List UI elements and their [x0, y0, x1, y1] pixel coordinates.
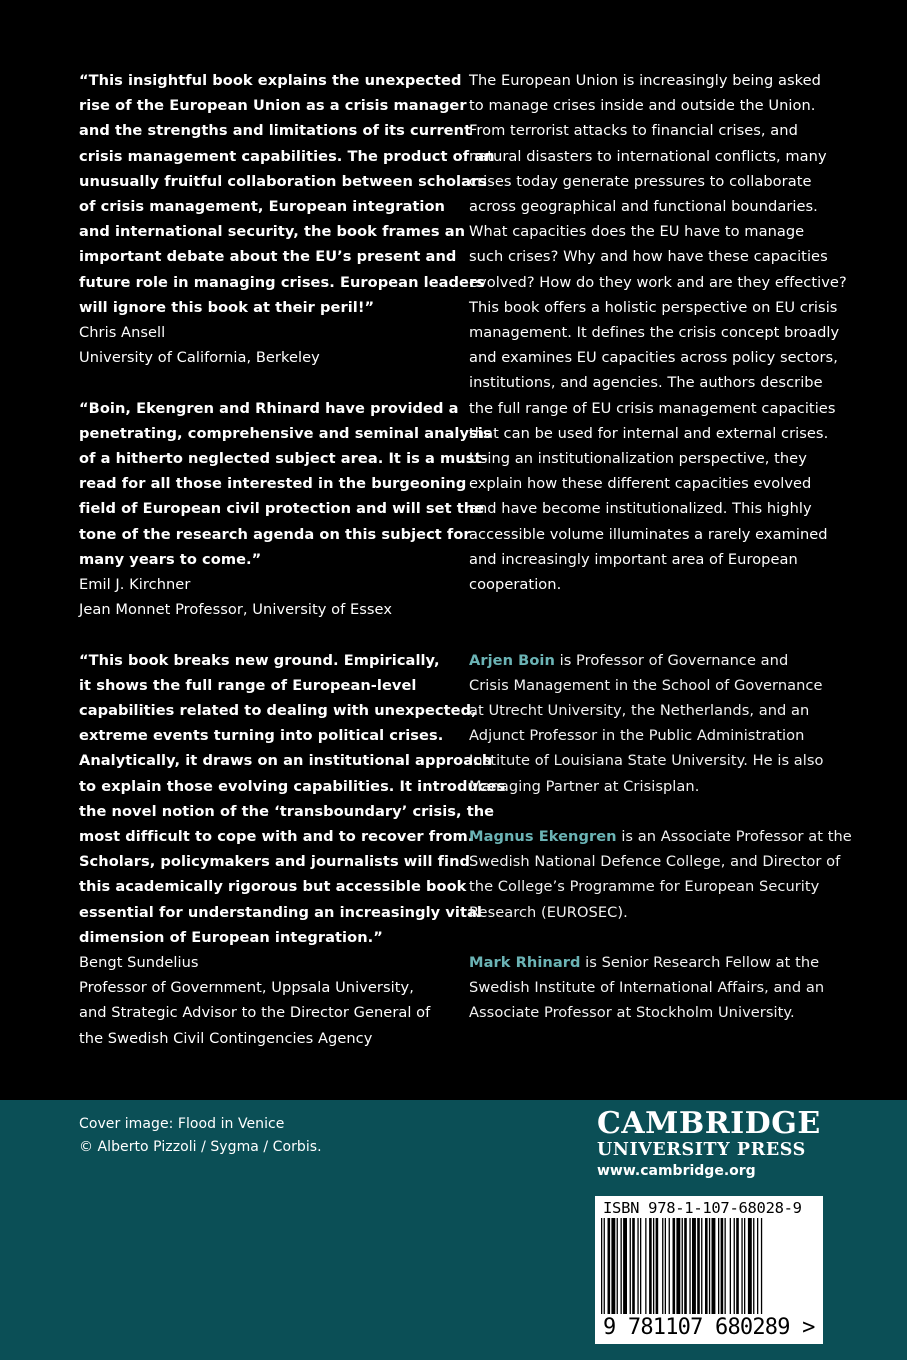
description-line: to manage crises inside and outside the Union.	[469, 97, 816, 115]
quote-line: of crisis management, European integration	[79, 198, 445, 216]
description-line: evolved? How do they work and are they effective?	[469, 273, 847, 291]
author-bio-line: Arjen Boin is Professor of Governance and	[469, 651, 789, 669]
barcode-bar	[662, 1218, 663, 1314]
quote-line: capabilities related to dealing with unexpected,	[79, 702, 477, 720]
description-line: and increasingly important area of European	[469, 550, 798, 568]
barcode-bar	[665, 1218, 666, 1314]
endorser-affiliation: Jean Monnet Professor, University of Essex	[79, 601, 393, 619]
description-line: and have become institutionalized. This highly	[469, 500, 812, 518]
description-line: This book offers a holistic perspective on EU crisis	[469, 298, 838, 316]
author-bio-line: Managing Partner at Crisisplan.	[469, 777, 700, 795]
author-bio-line: Associate Professor at Stockholm University.	[469, 1004, 795, 1022]
barcode-bar	[748, 1218, 752, 1314]
quote-line: of a hitherto neglected subject area. It is a must-	[79, 450, 488, 468]
publisher-name: CAMBRIDGE	[597, 1106, 821, 1141]
barcode-bar	[692, 1218, 696, 1314]
quote-line: extreme events turning into political crises.	[79, 727, 444, 745]
author-bio-line: Crisis Management in the School of Governance	[469, 676, 823, 694]
quote-line: “This book breaks new ground. Empirically,	[79, 651, 440, 669]
barcode-bar	[637, 1218, 638, 1314]
quote-line: many years to come.”	[79, 550, 262, 568]
barcode-bar	[632, 1218, 635, 1314]
quote-line: “Boin, Ekengren and Rhinard have provided a	[79, 399, 459, 417]
barcode-bar	[761, 1218, 762, 1314]
book-description	[469, 68, 849, 597]
quote-line: rise of the European Union as a crisis manager	[79, 97, 467, 115]
author-name: Mark Rhinard	[469, 954, 581, 972]
description-line: From terrorist attacks to financial crises, and	[469, 122, 798, 140]
quote-line: penetrating, comprehensive and seminal analysis	[79, 424, 492, 442]
barcode-bar	[682, 1218, 683, 1314]
endorser-name: Chris Ansell	[79, 324, 166, 342]
barcode-bar	[730, 1218, 731, 1314]
barcode-bar	[673, 1218, 676, 1314]
description-line: institutions, and agencies. The authors describe	[469, 374, 823, 392]
endorser-name: Bengt Sundelius	[79, 954, 199, 972]
quote-line: Analytically, it draws on an institutional approach	[79, 752, 493, 770]
publisher-url[interactable]: www.cambridge.org	[597, 1163, 756, 1179]
barcode-bar	[617, 1218, 618, 1314]
description-line: explain how these different capacities evolved	[469, 475, 812, 493]
isbn-label: ISBN 978-1-107-68028-9	[603, 1199, 802, 1217]
barcode-bar	[611, 1218, 615, 1314]
barcode-bar	[608, 1218, 611, 1314]
quote-line: future role in managing crises. European leaders	[79, 273, 485, 291]
barcode-bar	[757, 1218, 758, 1314]
barcode-bar	[741, 1218, 742, 1314]
author-bio-line: Adjunct Professor in the Public Administration	[469, 727, 805, 745]
endorser-affiliation: and Strategic Advisor to the Director General of	[79, 1004, 431, 1022]
barcode-bar	[689, 1218, 690, 1314]
barcode-bar	[701, 1218, 702, 1314]
barcode-bar	[630, 1218, 631, 1314]
author-bio-line: the College’s Programme for European Security	[469, 878, 820, 896]
endorser-affiliation: University of California, Berkeley	[79, 349, 320, 367]
description-line: crises today generate pressures to collaborate	[469, 172, 812, 190]
quote-line: read for all those interested in the burgeoning	[79, 475, 467, 493]
description-line: accessible volume illuminates a rarely examined	[469, 525, 828, 543]
barcode-bar	[669, 1218, 670, 1314]
endorser-name: Emil J. Kirchner	[79, 576, 191, 594]
cover-image-credit: Cover image: Flood in Venice	[79, 1116, 285, 1132]
copyright: © Alberto Pizzoli / Sygma / Corbis.	[79, 1139, 322, 1155]
description-line: cooperation.	[469, 576, 562, 594]
description-line: Using an institutionalization perspective, they	[469, 450, 807, 468]
quote-line: will ignore this book at their peril!”	[79, 298, 375, 316]
barcode-bar	[734, 1218, 735, 1314]
barcode-bar	[736, 1218, 739, 1314]
author-bio	[469, 950, 849, 1026]
barcode-bar	[604, 1218, 605, 1314]
quote-line: essential for understanding an increasingly vital	[79, 903, 482, 921]
barcode-bar	[656, 1218, 659, 1314]
cover-credit	[79, 1113, 322, 1159]
author-bio	[469, 824, 852, 925]
barcode-bar	[640, 1218, 641, 1314]
quote-line: and international security, the book frames an	[79, 223, 466, 241]
author-bio-line: Magnus Ekengren is an Associate Professor at the	[469, 828, 852, 846]
author-name: Arjen Boin	[469, 651, 555, 669]
endorser-affiliation: the Swedish Civil Contingencies Agency	[79, 1029, 373, 1047]
author-bio-line: Research (EUROSEC).	[469, 903, 628, 921]
barcode-bar	[623, 1218, 627, 1314]
quote-line: and the strengths and limitations of its current	[79, 122, 472, 140]
quote-line: this academically rigorous but accessible book	[79, 878, 467, 896]
author-bio	[469, 648, 849, 799]
description-line: natural disasters to international conflicts, many	[469, 147, 827, 165]
endorsement	[79, 68, 495, 370]
barcode-bar	[601, 1218, 602, 1314]
barcode-bar	[709, 1218, 710, 1314]
author-bio-line: Institute of Louisiana State University. He is also	[469, 752, 824, 770]
quote-line: “This insightful book explains the unexpected	[79, 72, 462, 89]
quote-line: unusually fruitful collaboration between scholars	[79, 172, 487, 190]
barcode-bar	[721, 1218, 724, 1314]
author-bio-line: at Utrecht University, the Netherlands, and an	[469, 702, 810, 720]
barcode	[595, 1196, 823, 1344]
author-bio-line: Swedish Institute of International Affairs, and an	[469, 979, 825, 997]
publisher-subtitle: UNIVERSITY PRESS	[597, 1140, 806, 1160]
endorsement	[79, 648, 506, 1051]
barcode-bar	[744, 1218, 745, 1314]
quote-line: tone of the research agenda on this subject for	[79, 525, 471, 543]
description-column	[469, 68, 852, 1026]
barcode-bar	[684, 1218, 687, 1314]
author-bio-line: Swedish National Defence College, and Director of	[469, 853, 841, 871]
description-line: across geographical and functional boundaries.	[469, 198, 818, 216]
author-bio-line: Mark Rhinard is Senior Research Fellow at the	[469, 954, 820, 972]
author-name: Magnus Ekengren	[469, 828, 617, 846]
description-line: The European Union is increasingly being asked	[469, 72, 821, 89]
quote-line: crisis management capabilities. The product of an	[79, 147, 495, 165]
barcode-bars-icon	[601, 1218, 817, 1314]
quote-line: most difficult to cope with and to recover from.	[79, 828, 474, 846]
endorser-affiliation: Professor of Government, Uppsala University,	[79, 979, 414, 997]
endorsements-column	[79, 68, 506, 1051]
quote-line: it shows the full range of European-level	[79, 676, 417, 694]
quote-line: important debate about the EU’s present and	[79, 248, 457, 266]
barcode-bar	[697, 1218, 700, 1314]
barcode-bar	[718, 1218, 719, 1314]
barcode-bar	[621, 1218, 622, 1314]
barcode-digits: 9 781107 680289 >	[603, 1315, 815, 1340]
quote-line: dimension of European integration.”	[79, 928, 383, 946]
description-line: such crises? Why and how have these capacities	[469, 248, 828, 266]
cover-footer	[0, 1100, 907, 1360]
quote-line: the novel notion of the ‘transboundary’ crisis, the	[79, 802, 495, 820]
endorsement	[79, 396, 492, 623]
description-line: that can be used for internal and external crises.	[469, 424, 829, 442]
description-line: What capacities does the EU have to manage	[469, 223, 805, 241]
quote-line: Scholars, policymakers and journalists will find	[79, 853, 471, 871]
barcode-bar	[645, 1218, 646, 1314]
quote-line: to explain those evolving capabilities. It introduces	[79, 777, 506, 795]
barcode-bar	[725, 1218, 726, 1314]
publisher-logo	[597, 1108, 827, 1182]
barcode-bar	[653, 1218, 654, 1314]
quote-line: field of European civil protection and will set the	[79, 500, 485, 518]
barcode-bar	[712, 1218, 716, 1314]
barcode-bar	[649, 1218, 652, 1314]
description-line: the full range of EU crisis management capacities	[469, 399, 836, 417]
barcode-bar	[705, 1218, 708, 1314]
description-line: management. It defines the crisis concept broadly	[469, 324, 840, 342]
description-line: and examines EU capacities across policy sectors,	[469, 349, 838, 367]
barcode-bar	[753, 1218, 754, 1314]
barcode-bar	[676, 1218, 680, 1314]
